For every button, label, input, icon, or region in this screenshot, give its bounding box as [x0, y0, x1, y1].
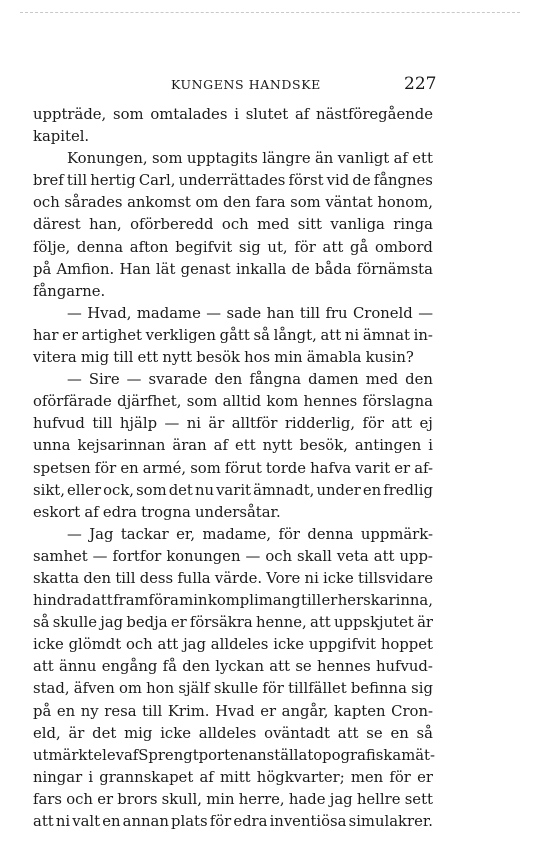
- top-edge-rule: [20, 12, 520, 13]
- text-line: skatta den till dess fulla värde. Vore ni icke tillsvidare: [33, 569, 433, 587]
- text-line: vitera mig till ett nytt besök hos min ämabla kusin?: [33, 349, 414, 367]
- text-line: spetsen för en armé, som förut torde hafva varit er af-: [33, 459, 433, 477]
- running-title: KUNGENS HANDSKE: [171, 77, 321, 92]
- text-line: stad, äfven om hon själf skulle för tillfället befinna sig: [33, 680, 433, 698]
- text-line: på Amfion. Han lät genast inkalla de båda förnämsta: [33, 260, 433, 278]
- text-line: eskort af edra trogna undersåtar.: [33, 503, 281, 521]
- text-line: — Sire — svarade den fångna damen med den: [67, 371, 433, 389]
- page-number: 227: [404, 74, 437, 94]
- text-line: ningar i grannskapet af mitt högkvarter; men för er: [33, 768, 433, 786]
- text-line: uppträde, som omtalades i slutet af nästföregående: [33, 106, 433, 123]
- text-line: eld, är det mig icke alldeles oväntadt att se en så: [33, 724, 433, 742]
- text-line: sikt, eller ock, som det nu varit ämnadt, under en fredlig: [33, 481, 433, 499]
- text-line: och sårades ankomst om den fara som väntat honom,: [33, 194, 433, 212]
- text-line: unna kejsarinnan äran af ett nytt besök, antingen i: [33, 437, 433, 455]
- text-line: att ni valt en annan plats för edra inventiösa simulakrer.: [33, 813, 433, 830]
- text-line: har er artighet verkligen gått så långt, att ni ämnat in-: [33, 326, 433, 344]
- text-line: att ännu engång få den lyckan att se hennes hufvud-: [33, 658, 433, 676]
- text-line: därest han, oförberedd och med sitt vanliga ringa: [33, 216, 433, 234]
- text-line: — Jag tackar er, madame, för denna uppmärk-: [67, 525, 433, 543]
- text-line: icke glömdt och att jag alldeles icke uppgifvit hoppet: [33, 636, 433, 654]
- text-line: så skulle jag bedja er försäkra henne, att uppskjutet är: [33, 614, 433, 632]
- text-line: fångarne.: [33, 282, 106, 300]
- text-line: oförfärade djärfhet, som alltid kom hennes förslagna: [33, 393, 433, 411]
- text-line: utmärkt elev af Sprengtporten anställa topografiska mät-: [33, 746, 435, 764]
- text-line: hufvud till hjälp — ni är alltför ridderlig, för att ej: [33, 415, 433, 433]
- text-line: på en ny resa till Krim. Hvad er angår, kapten Cron-: [33, 702, 433, 720]
- text-line: samhet — fortfor konungen — och skall veta att upp-: [33, 547, 433, 565]
- text-line: bref till hertig Carl, underrättades först vid de fångnes: [33, 172, 433, 190]
- text-line: — Hvad, madame — sade han till fru Croneld —: [67, 304, 433, 322]
- body-text: [33, 104, 433, 833]
- text-line: kapitel.: [33, 128, 90, 146]
- text-line: hindrad att framföra min komplimang till er herskarinna,: [33, 592, 433, 610]
- text-line: Konungen, som upptagits längre än vanligt af ett: [67, 150, 433, 168]
- text-line: fars och er brors skull, min herre, hade jag hellre sett: [33, 790, 433, 808]
- text-line: följe, denna afton begifvit sig ut, för att gå ombord: [33, 238, 433, 256]
